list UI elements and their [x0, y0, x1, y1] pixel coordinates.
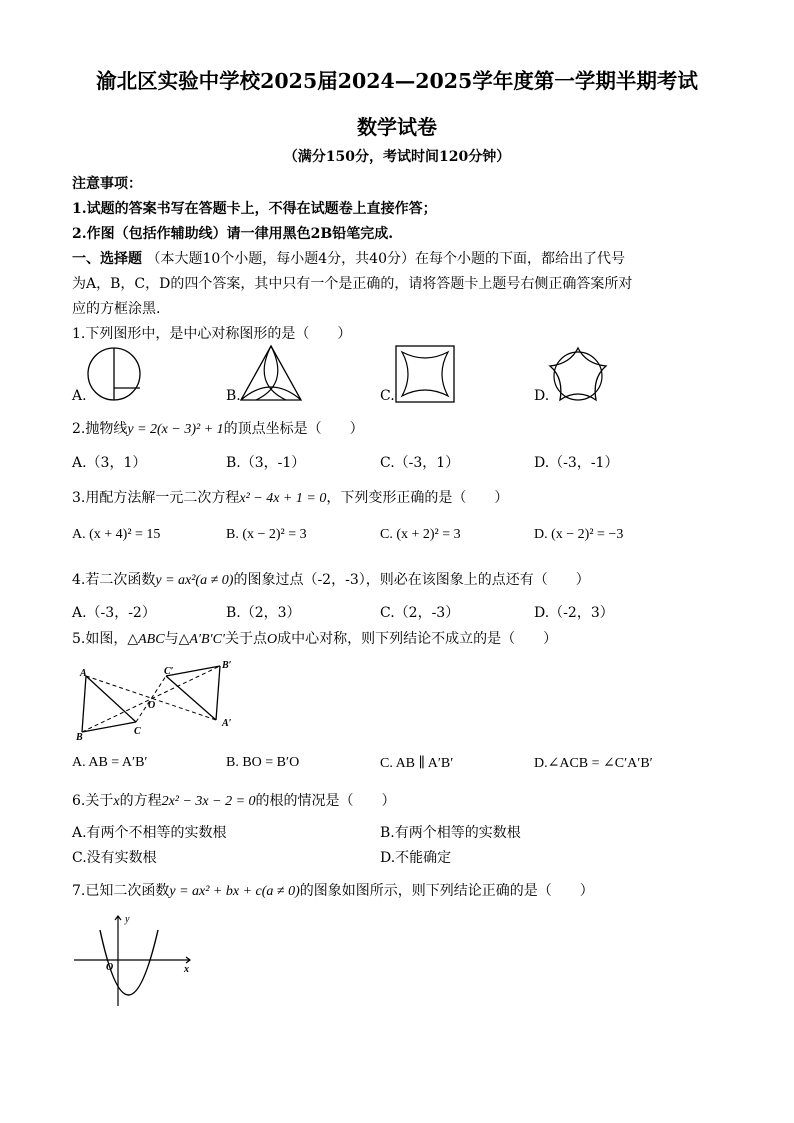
q4-equation: y = ax²(a ≠ 0)	[155, 573, 234, 588]
q1-figure-c-square	[394, 344, 456, 404]
q1-stem: 1.下列图形中，是中心对称图形的是（ ）	[72, 326, 352, 342]
q5-label-c: C	[134, 726, 141, 737]
q6-stem: 6.关于x的方程2x² − 3x − 2 = 0的根的情况是（ ）	[72, 793, 396, 809]
q1-option-a: A.	[72, 388, 87, 404]
q1-figure-d-pentagon	[546, 344, 610, 404]
q4-option-c: C.（2，-3）	[380, 605, 460, 621]
q2-option-b: B.（3，-1）	[226, 455, 306, 471]
section1-label: 一、选择题	[72, 251, 142, 267]
q3-option-b: B. (x − 2)² = 3	[226, 527, 307, 542]
q2-option-a: A.（3，1）	[72, 455, 147, 471]
q5-option-d: D.∠ACB = ∠C′A′B′	[534, 756, 653, 771]
q5-option-b: B. BO = B′O	[226, 755, 300, 770]
section1-desc-2: 为A，B，C，D的四个答案，其中只有一个是正确的，请将答题卡上题号右侧正确答案所对	[72, 276, 633, 292]
q7-label-o: O	[106, 962, 114, 973]
q6-option-c: C.没有实数根	[72, 850, 157, 866]
q6-option-a: A.有两个不相等的实数根	[72, 825, 227, 841]
score-note: （满分150分，考试时间120分钟）	[283, 149, 511, 165]
q2-stem: 2.抛物线y = 2(x − 3)² + 1的顶点坐标是（ ）	[72, 421, 364, 437]
q1-option-c: C.	[380, 388, 395, 404]
q7-label-x: x	[184, 964, 189, 975]
q1-option-d: D.	[534, 388, 550, 404]
q3-option-d: D. (x − 2)² = −3	[534, 527, 624, 542]
q2-equation: y = 2(x − 3)² + 1	[127, 422, 224, 437]
q5-option-c: C. AB ∥ A′B′	[380, 756, 454, 771]
q5-figure-central-symmetry	[72, 656, 242, 742]
section1-desc-1: （本大题10个小题，每小题4分，共40分）在每个小题的下面，都给出了代号	[146, 251, 625, 267]
q5-label-c-prime: C′	[164, 666, 174, 677]
q4-option-d: D.（-2，3）	[534, 605, 614, 621]
q7-equation: y = ax² + bx + c(a ≠ 0)	[169, 884, 300, 899]
q1-figure-a-circle	[86, 346, 142, 402]
q3-equation: x² − 4x + 1 = 0	[239, 491, 327, 506]
notice-item-2: 2.作图（包括作辅助线）请一律用黑色2B铅笔完成.	[72, 226, 394, 242]
q5-label-b-prime: B′	[222, 660, 232, 671]
q6-option-b: B.有两个相等的实数根	[380, 825, 521, 841]
q1-figure-b-triangle	[238, 344, 304, 404]
q2-option-c: C.（-3，1）	[380, 455, 460, 471]
q3-option-a: A. (x + 4)² = 15	[72, 527, 161, 542]
q5-label-a: A	[80, 668, 87, 679]
q5-stem: 5.如图，△ABC与△A′B′C′关于点O成中心对称，则下列结论不成立的是（ ）	[72, 631, 558, 647]
q7-stem: 7.已知二次函数y = ax² + bx + c(a ≠ 0)的图象如图所示，则下列结论正确的是（ ）	[72, 883, 594, 899]
q2-option-d: D.（-3，-1）	[534, 455, 619, 471]
q5-option-a: A. AB = A′B′	[72, 755, 148, 770]
q5-label-a-prime: A′	[222, 718, 232, 729]
q7-label-y: y	[125, 914, 130, 925]
q3-option-c: C. (x + 2)² = 3	[380, 527, 461, 542]
q3-stem: 3.用配方法解一元二次方程x² − 4x + 1 = 0，下列变形正确的是（ ）	[72, 490, 509, 506]
q6-equation: 2x² − 3x − 2 = 0	[161, 794, 256, 809]
q7-figure-parabola	[72, 910, 198, 1010]
section1-line-1	[72, 248, 625, 268]
exam-subtitle: 数学试卷	[357, 115, 437, 139]
q5-label-b: B	[76, 732, 83, 742]
q4-stem: 4.若二次函数y = ax²(a ≠ 0)的图象过点（-2，-3），则必在该图象上的点还有（ ）	[72, 572, 590, 588]
notice-item-1: 1.试题的答案书写在答题卡上，不得在试题卷上直接作答；	[72, 201, 437, 217]
section1-desc-3: 应的方框涂黑.	[72, 301, 161, 317]
q1-option-b: B.	[226, 388, 241, 404]
notice-heading: 注意事项：	[72, 176, 142, 192]
q5-label-o: O	[148, 700, 156, 711]
q4-option-b: B.（2，3）	[226, 605, 301, 621]
q4-option-a: A.（-3，-2）	[72, 605, 156, 621]
exam-title: 渝北区实验中学校2025届2024—2025学年度第一学期半期考试	[96, 69, 698, 93]
q6-option-d: D.不能确定	[380, 850, 452, 866]
